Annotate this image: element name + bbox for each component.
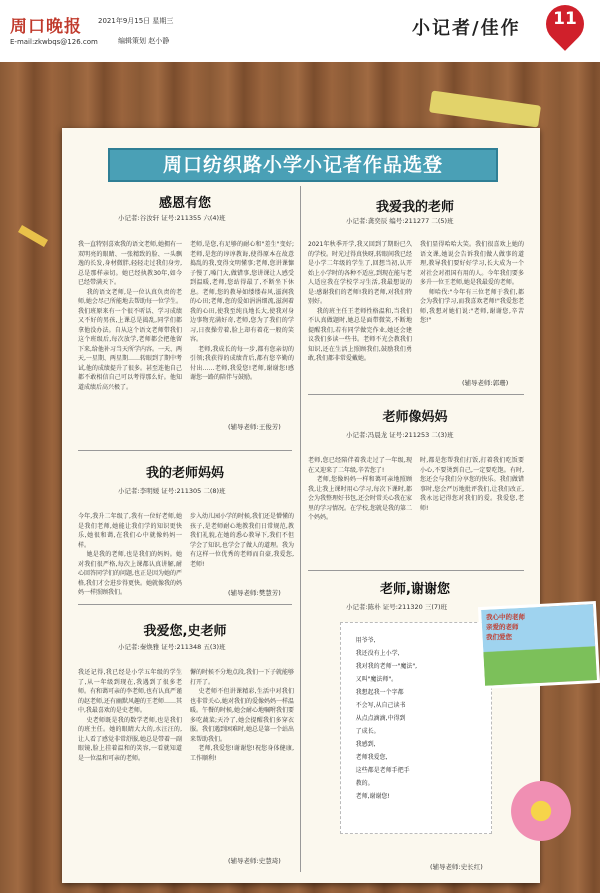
divider [308, 394, 524, 395]
banner-title: 周口纺织路小学小记者作品选登 [108, 148, 498, 182]
article-title: 我的老师妈妈 [145, 466, 224, 481]
teacher-credit: (辅导老师:樊慧芳) [228, 589, 281, 597]
divider [308, 570, 524, 571]
article-body: 我们显得哈哈大笑。我们很喜欢上她的语文课,她说会告诉我们做人做事的道理,教导我们要好好学习,长大成为一个对社会对祖国有用的人。今年我们要多多升一位王老师,她是我最爱的老师。 师哈伐:"今年有三位老师于我们,都会为我们学习,而我喜欢老师!"我爱您老师,我想对她们说:"老师,谢谢您,辛苦您!" [420, 241, 524, 324]
article-title: 感恩有您 [158, 196, 211, 211]
article-body: 老师,是您,有足够的耐心和"差生"变好;老师,是您的谆谆教诲,使得原本在故意捣乱的我,变得文明懂事;老师,您讲课慷子慢了,嗓门大,做错事,您讲课让人感受到温暖,老师,您站得最了,不断坐下休息。老师,您的教导如缕缕春风,滋润我的心田;老师,您的爱如涓涓细流,滋润着我的心田,使我至纯良地长大,使我对身边事物充满好奇,老师,您为了我们的学习,日夜操劳着,脸上却有着花一般的笑容。 老师,我成长的每一步,都有您亲切的引领;我获得的成绩背后,都有您辛勤的付出……老师,我爱您!老师,谢谢您!感谢您一路的陪伴与鼓励。 [190, 241, 294, 381]
teacher-credit: (辅导老师:史长红) [430, 863, 483, 871]
article-body: 我一直特别喜欢我的语文老师,她拥有一双明亮的眼睛、一张精致的脸、一头飘逸的长发,身材微胖,轻轻走过我们身旁,总是那样亲切。她已经执教30年,如今已经带满天下。 我的语文老师,是一位认真负责的老师,她会尽己所能地去帮助每一位学生。我们班原来有一个很不听话、学习成绩又不好的男孩,上课总是捣乱,同学们都拿他没办法。自从这个语文老师带我们这个班级后,每次放学,老师都会把他留下来,给他补习当天所学内容。一天、两天,一星期、两星期……转眼到了期中考试,他的成绩提升了很多。甚至连他自己都不敢相信自己可以考得那么好。他知道成绩后高兴极了。 [78, 241, 182, 391]
note-text: 用爷爷, 我还没有上小学, 我对我的老师一"魔法", 又叫"魔法师"。 我想起我一个字都 不会写,从自己读书 从点点滴滴,中得到 了成长。 我感到, 老师我爱您, 这些都是老师手把手 教的。 老师,谢谢您! [355, 637, 418, 800]
article-body: 老师,您已经陪伴着我走过了一年级,现在又迎来了二年级,辛苦您了! 老师,您像妈妈一样和蔼可亲地照顾我,让我上课时用心学习,每次下课时,都会为我整理好书包,还会时常关心我在家里的学习情况。在学校,您就是我的第二个妈妈。 [308, 457, 412, 521]
teacher-credit: (辅导老师:郭珊) [462, 379, 509, 387]
article-byline: 小记者:谷汝轩 证号:211355 六(4)班 [118, 214, 226, 222]
article-body: 2021年秋季开学,我又回到了期盼已久的学校。时光过得真快呀,转眼间我已经是小学二年级的学生了,回想当初,认开始上小学时的各种不适应,到现在能与老人适应我在学校学习生活,我最想说的是:感谢我们的老师!我的老师,对我们特别好。 我的班主任王老师性格温和,当我们不认真做题时,她总是面带微笑,不断地提醒我们,若有同学做完作业,她还会建议我们多读一些书。老师不光会教我们知识,还在生活上照顾我们,鼓励我们勇敢,我们都非常爱戴她。 [308, 241, 412, 362]
article-body: 今年,我升二年级了,我有一位好老师,她是我们老师,她能让我们学的知识更快乐,她很和蔼,在我们心中就像妈妈一样。 她是我的老师,也是我们的妈妈。她对我们很严格,每次上课都认真讲解,耐心回答同学们的问题,也正是因为她的严格,我们才会进步得更快。她就像我的妈妈一样照顾我们。 [78, 513, 182, 596]
page-number: 11 [553, 9, 577, 29]
divider [78, 450, 292, 451]
article-body: 懈的时候不分地点段,我们一下子就能够打开了。 史老师不但讲课精彩,生活中对我们也非常关心,她对我们的爱像妈妈一样温暖。午餐的时候,她会耐心地嘱咐我们要多吃蔬菜;天冷了,她会提醒我们多穿衣服。我们遇到困难时,她总是第一个站出来帮助我们。 老师,我爱您!谢谢您!祝您身体健康,工作顺利! [190, 669, 294, 762]
article-title: 老师,谢谢您 [380, 582, 450, 597]
article-byline: 小记者:冯晨龙 证号:211253 二(3)班 [346, 431, 454, 439]
divider [78, 604, 292, 605]
article-title: 我爱您,史老师 [143, 624, 227, 639]
article-body: 步入幼儿园小学的时候,我们还是懵懂的孩子,是老师耐心地教我们日常规范,教我们礼貌,在她的悉心教导下,我们不但学会了知识,也学会了做人的道理。我为有这样一位优秀的老师而自豪,我爱您,老师! [190, 513, 294, 568]
contact-email: E-mail:zkwbqs@126.com [10, 38, 98, 46]
article-body: 时,都是您帮我们打饭,打着我们吃饭要小心,不要烫到自己,一定要吃饱。有时,您还会与我们分享您的快乐。我们做错事时,您会严厉地批评我们,让我们改正,我永远记得您对我们的爱。我爱您,老师! [420, 457, 524, 512]
editor-credit: 编辑策划 赵小静 [118, 37, 170, 45]
article-title: 老师像妈妈 [382, 410, 448, 425]
flower-decoration-icon [506, 776, 576, 846]
article-byline: 小记者:龚奕辰 编号:211277 二(5)班 [346, 217, 454, 225]
newspaper-logo: 周口晚报 [10, 17, 82, 37]
article-byline: 小记者:陈朴 证号:211320 三(7)班 [346, 603, 448, 611]
teacher-credit: (辅导老师:王俊芳) [228, 423, 281, 431]
article-byline: 小记者:秦焕雅 证号:211348 五(3)班 [118, 643, 226, 651]
column-divider [300, 186, 301, 872]
teacher-credit: (辅导老师:史慧琦) [228, 857, 281, 865]
article-body: 我还记得,我已经是小学五年级的学生了,从一年级到现在,我遇到了很多老师。有和蔼可亲的李老师,也有认真严谨的赵老师,还有幽默风趣的王老师……其中,我最喜欢的是史老师。 史老师既是我的数学老师,也是我们的班主任。她的眼睛大大的,水汪汪的,让人看了感觉非常舒服,她总是带着一副眼镜,脸上挂着温和的笑容,一看就知道是一位温和可亲的老师。 [78, 669, 182, 762]
issue-date: 2021年9月15日 星期三 [98, 17, 174, 25]
photo-caption: 我心中的老师 亲爱的老师 我们爱您 [486, 613, 525, 641]
article-title: 我爱我的老师 [375, 200, 454, 215]
masthead [0, 0, 600, 62]
section-title: 小记者/佳作 [412, 18, 521, 39]
article-byline: 小记者:李明媛 证号:211305 二(8)班 [118, 487, 226, 495]
